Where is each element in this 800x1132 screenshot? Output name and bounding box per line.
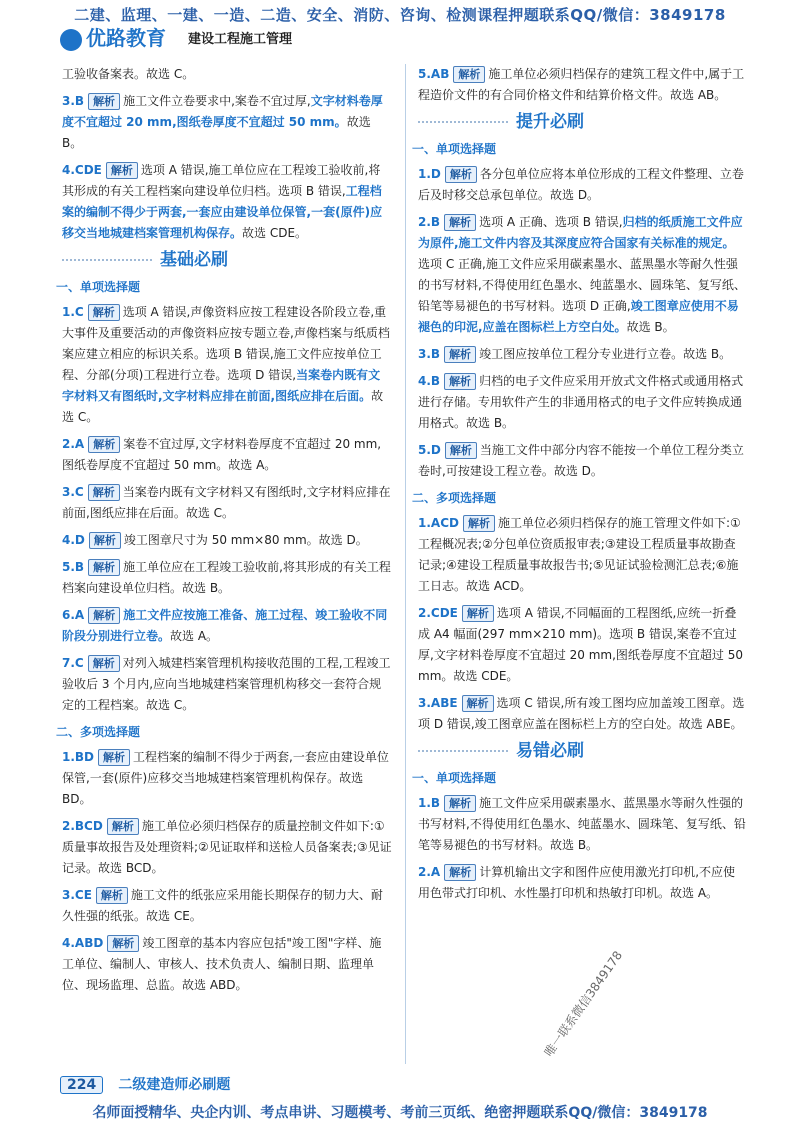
- question-type-heading: 一、单项选择题: [412, 771, 497, 785]
- answer-number: 1.B: [418, 796, 441, 810]
- answer-number: 5.D: [418, 443, 441, 457]
- answer-text: 对列入城建档案管理机构接收范围的工程,工程竣工验收后 3 个月内,应向当地城建档案管理机构移交一套符合规定的工程档案。故选 C。: [62, 656, 391, 712]
- answer-item: [62, 557, 392, 599]
- analysis-tag: 解析: [88, 559, 120, 576]
- answer-item: [62, 605, 392, 647]
- key-point-text: 竣工图章应使用不易褪色的印泥,应盖在图标栏上方空白处。: [418, 299, 739, 334]
- answer-text: 竣工图章尺寸为 50 mm×80 mm。故选 D。: [123, 533, 368, 547]
- answer-item: [418, 862, 746, 904]
- top-banner: 二建、监理、一建、一造、二造、安全、消防、咨询、检测课程押题联系QQ/微信：3849178: [74, 6, 726, 24]
- answer-item: [62, 302, 392, 428]
- subject-title: 建设工程施工管理: [188, 32, 293, 47]
- key-point-text: 当案卷内既有文字材料又有图纸时,文字材料应排在前面,图纸应排在后面。: [62, 368, 381, 403]
- answer-text: 归档的电子文件应采用开放式文件格式或通用格式进行存储。专用软件产生的非通用格式的电子文件应转换成通用格式。故选 B。: [418, 374, 744, 430]
- answer-item: [418, 693, 746, 735]
- answer-number: 1.ACD: [418, 516, 459, 530]
- section-heading: [62, 250, 392, 271]
- answer-item: [62, 653, 392, 716]
- answer-number: 5.B: [62, 560, 85, 574]
- answer-item: [62, 933, 392, 996]
- analysis-tag: 解析: [88, 607, 120, 624]
- answer-text: 竣工图章的基本内容应包括"竣工图"字样、施工单位、编制人、审核人、技术负责人、编制日期、监理单位、现场监理、总监。故选 ABD。: [62, 936, 382, 992]
- brand-logo: [60, 22, 166, 51]
- answer-text: 选项 C 正确,施工文件应采用碳素墨水、蓝黑墨水等耐久性强的书写材料,不得使用红色墨水、纯蓝墨水、圆珠笔、复写纸、铅笔等易褪色的书写材料。选项 D 正确,: [418, 257, 746, 313]
- analysis-tag: 解析: [444, 864, 476, 881]
- answer-number: 2.BCD: [62, 819, 103, 833]
- answer-number: 1.BD: [62, 750, 95, 764]
- analysis-tag: 解析: [88, 436, 120, 453]
- answer-text: 故选 B。: [62, 115, 371, 150]
- key-point-text: 施工文件应按施工准备、施工过程、竣工验收不同阶段分别进行立卷。: [62, 608, 388, 643]
- question-type-heading: 一、单项选择题: [412, 142, 497, 156]
- analysis-tag: 解析: [444, 373, 476, 390]
- analysis-tag: 解析: [462, 695, 494, 712]
- answer-number: 3.C: [62, 485, 84, 499]
- answer-number: 3.CE: [62, 888, 92, 902]
- answer-text: 施工单位必须归档保存的质量控制文件如下:①质量事故报告及处理资料;②见证取样和送检人员备案表;③见证记录。故选 BCD。: [62, 819, 392, 875]
- page-number: 224: [60, 1076, 103, 1094]
- answer-number: 4.CDE: [62, 163, 102, 177]
- right-column: [412, 64, 746, 910]
- answer-text: 施工文件的纸张应采用能长期保存的韧力大、耐久性强的纸张。故选 CE。: [62, 888, 383, 923]
- answer-text: 故选 A。: [170, 629, 219, 643]
- brand-name: 优路教育: [86, 26, 166, 50]
- answer-item: [418, 212, 746, 338]
- answer-number: 1.D: [418, 167, 441, 181]
- answer-text: 各分包单位应将本单位形成的工程文件整理、立卷后及时移交总承包单位。故选 D。: [418, 167, 744, 202]
- heading-dots: [62, 259, 152, 262]
- answer-item: [418, 371, 746, 434]
- answer-text: 选项 A 错误,不同幅面的工程图纸,应统一折叠成 A4 幅面(297 mm×210 mm)。选项 B 错误,案卷不宜过厚,文字材料卷厚度不宜超过 20 mm,图纸卷厚度不宜超过 50 mm。故选 CDE。: [418, 606, 743, 683]
- answer-text: 工验收备案表。故选 C。: [62, 67, 195, 81]
- analysis-tag: 解析: [444, 346, 476, 363]
- answer-text: 故选 CDE。: [242, 226, 308, 240]
- answer-text: 选项 A 正确、选项 B 错误,: [479, 215, 623, 229]
- answer-number: 3.B: [418, 347, 441, 361]
- heading-dots: [418, 750, 508, 753]
- answer-text: 当施工文件中部分内容不能按一个单位工程分类立卷时,可按建设工程立卷。故选 D。: [418, 443, 744, 478]
- answer-number: 2.CDE: [418, 606, 458, 620]
- answer-text: 案卷不宜过厚,文字材料卷厚度不宜超过 20 mm,图纸卷厚度不宜超过 50 mm。故选 A。: [62, 437, 382, 472]
- section-heading-text: 易错必刷: [516, 741, 584, 761]
- answer-item: [418, 164, 746, 206]
- section-heading: [418, 112, 746, 133]
- left-column: [56, 64, 392, 1002]
- analysis-tag: 解析: [462, 605, 494, 622]
- analysis-tag: 解析: [463, 515, 495, 532]
- analysis-tag: 解析: [444, 795, 476, 812]
- answer-number: 3.B: [62, 94, 85, 108]
- answer-number: 2.A: [418, 865, 441, 879]
- key-point-text: 归档的纸质施工文件应为原件,施工文件内容及其深度应符合国家有关标准的规定。: [418, 215, 743, 250]
- question-type-heading: 一、单项选择题: [56, 280, 141, 294]
- section-heading-text: 提升必刷: [516, 112, 584, 132]
- key-point-text: 工程档案的编制不得少于两套,一套应由建设单位保管,一套(原件)应移交当地城建档案管理机构保存。: [62, 184, 383, 240]
- answer-item: [418, 344, 746, 365]
- answer-number: 4.ABD: [62, 936, 104, 950]
- answer-item: [418, 603, 746, 687]
- answer-continuation: [62, 64, 392, 85]
- answer-number: 2.A: [62, 437, 85, 451]
- analysis-tag: 解析: [88, 304, 120, 321]
- answer-item: [418, 793, 746, 856]
- answer-number: 4.D: [62, 533, 85, 547]
- question-type-heading: 二、多项选择题: [412, 491, 497, 505]
- answer-item: [62, 91, 392, 154]
- answer-number: 6.A: [62, 608, 85, 622]
- answer-item: [62, 530, 392, 551]
- answer-item: [62, 747, 392, 810]
- answer-text: 故选 B。: [626, 320, 675, 334]
- answer-number: 2.B: [418, 215, 441, 229]
- analysis-tag: 解析: [444, 214, 476, 231]
- question-type-heading: 二、多项选择题: [56, 725, 141, 739]
- analysis-tag: 解析: [445, 166, 477, 183]
- analysis-tag: 解析: [88, 484, 120, 501]
- answer-text: 选项 A 错误,施工单位应在工程竣工验收前,将其形成的有关工程档案向建设单位归档。选项 B 错误,: [62, 163, 381, 198]
- bottom-banner: 名师面授精华、央企内训、考点串讲、习题模考、考前三页纸、绝密押题联系QQ/微信：3849178: [92, 1105, 708, 1121]
- section-heading: [418, 741, 746, 762]
- answer-item: [62, 482, 392, 524]
- answer-text: 工程档案的编制不得少于两套,一套应由建设单位保管,一套(原件)应移交当地城建档案管理机构保存。故选 BD。: [62, 750, 389, 806]
- key-point-text: 文字材料卷厚度不宜超过 20 mm,图纸卷厚度不宜超过 50 mm。: [62, 94, 383, 129]
- answer-item: [418, 513, 746, 597]
- answer-item: [62, 816, 392, 879]
- answer-text: 施工文件应采用碳素墨水、蓝黑墨水等耐久性强的书写材料,不得使用红色墨水、纯蓝墨水、圆珠笔、复写纸、铅笔等易褪色的书写材料。故选 B。: [418, 796, 746, 852]
- column-divider: [405, 64, 406, 1064]
- answer-text: 选项 A 错误,声像资料应按工程建设各阶段立卷,重大事件及重要活动的声像资料应按专题立卷,声像档案与纸质档案应建立相应的标识关系。选项 B 错误,施工文件应按单位工程、分部(分项)工程进行立卷。选项 D 错误,: [62, 305, 390, 382]
- analysis-tag: 解析: [88, 93, 120, 110]
- answer-number: 7.C: [62, 656, 84, 670]
- analysis-tag: 解析: [88, 655, 120, 672]
- section-heading-text: 基础必刷: [160, 250, 228, 270]
- answer-text: 选项 C 错误,所有竣工图均应加盖竣工图章。选项 D 错误,竣工图章应盖在图标栏上方的空白处。故选 ABE。: [418, 696, 745, 731]
- analysis-tag: 解析: [107, 818, 139, 835]
- answer-number: 5.AB: [418, 67, 450, 81]
- analysis-tag: 解析: [98, 749, 130, 766]
- answer-item: [62, 434, 392, 476]
- answer-text: 施工单位应在工程竣工验收前,将其形成的有关工程档案向建设单位归档。故选 B。: [62, 560, 391, 595]
- answer-text: 故选 C。: [62, 389, 384, 424]
- answer-text: 计算机输出文字和图件应使用激光打印机,不应使用色带式打印机、水性墨打印机和热敏打印机。故选 A。: [418, 865, 736, 900]
- answer-number: 3.ABE: [418, 696, 458, 710]
- answer-text: 当案卷内既有文字材料又有图纸时,文字材料应排在前面,图纸应排在后面。故选 C。: [62, 485, 391, 520]
- answer-text: 竣工图应按单位工程分专业进行立卷。故选 B。: [479, 347, 732, 361]
- analysis-tag: 解析: [106, 162, 138, 179]
- answer-number: 1.C: [62, 305, 84, 319]
- answer-number: 4.B: [418, 374, 441, 388]
- answer-item: [418, 440, 746, 482]
- analysis-tag: 解析: [445, 442, 477, 459]
- brand-logo-icon: [60, 29, 82, 51]
- page-footer: [60, 1074, 230, 1094]
- answer-item: [62, 885, 392, 927]
- book-title: 二级建造师必刷题: [118, 1077, 231, 1093]
- answer-item: [418, 64, 746, 106]
- analysis-tag: 解析: [96, 887, 128, 904]
- answer-text: 施工单位必须归档保存的施工管理文件如下:①工程概况表;②分包单位资质报审表;③建设工程质量事故勘查记录;④建设工程质量事故报告书;⑤见证试验检测汇总表;⑥施工日志。故选 ACD。: [418, 516, 741, 593]
- answer-text: 施工单位必须归档保存的建筑工程文件中,属于工程造价文件的有合同价格文件和结算价格文件。故选 AB。: [418, 67, 745, 102]
- analysis-tag: 解析: [453, 66, 485, 83]
- analysis-tag: 解析: [107, 935, 139, 952]
- answer-item: [62, 160, 392, 244]
- watermark: 唯一联系微信3849178: [541, 948, 626, 1060]
- heading-dots: [418, 121, 508, 124]
- answer-text: 施工文件立卷要求中,案卷不宜过厚,: [123, 94, 311, 108]
- analysis-tag: 解析: [89, 532, 121, 549]
